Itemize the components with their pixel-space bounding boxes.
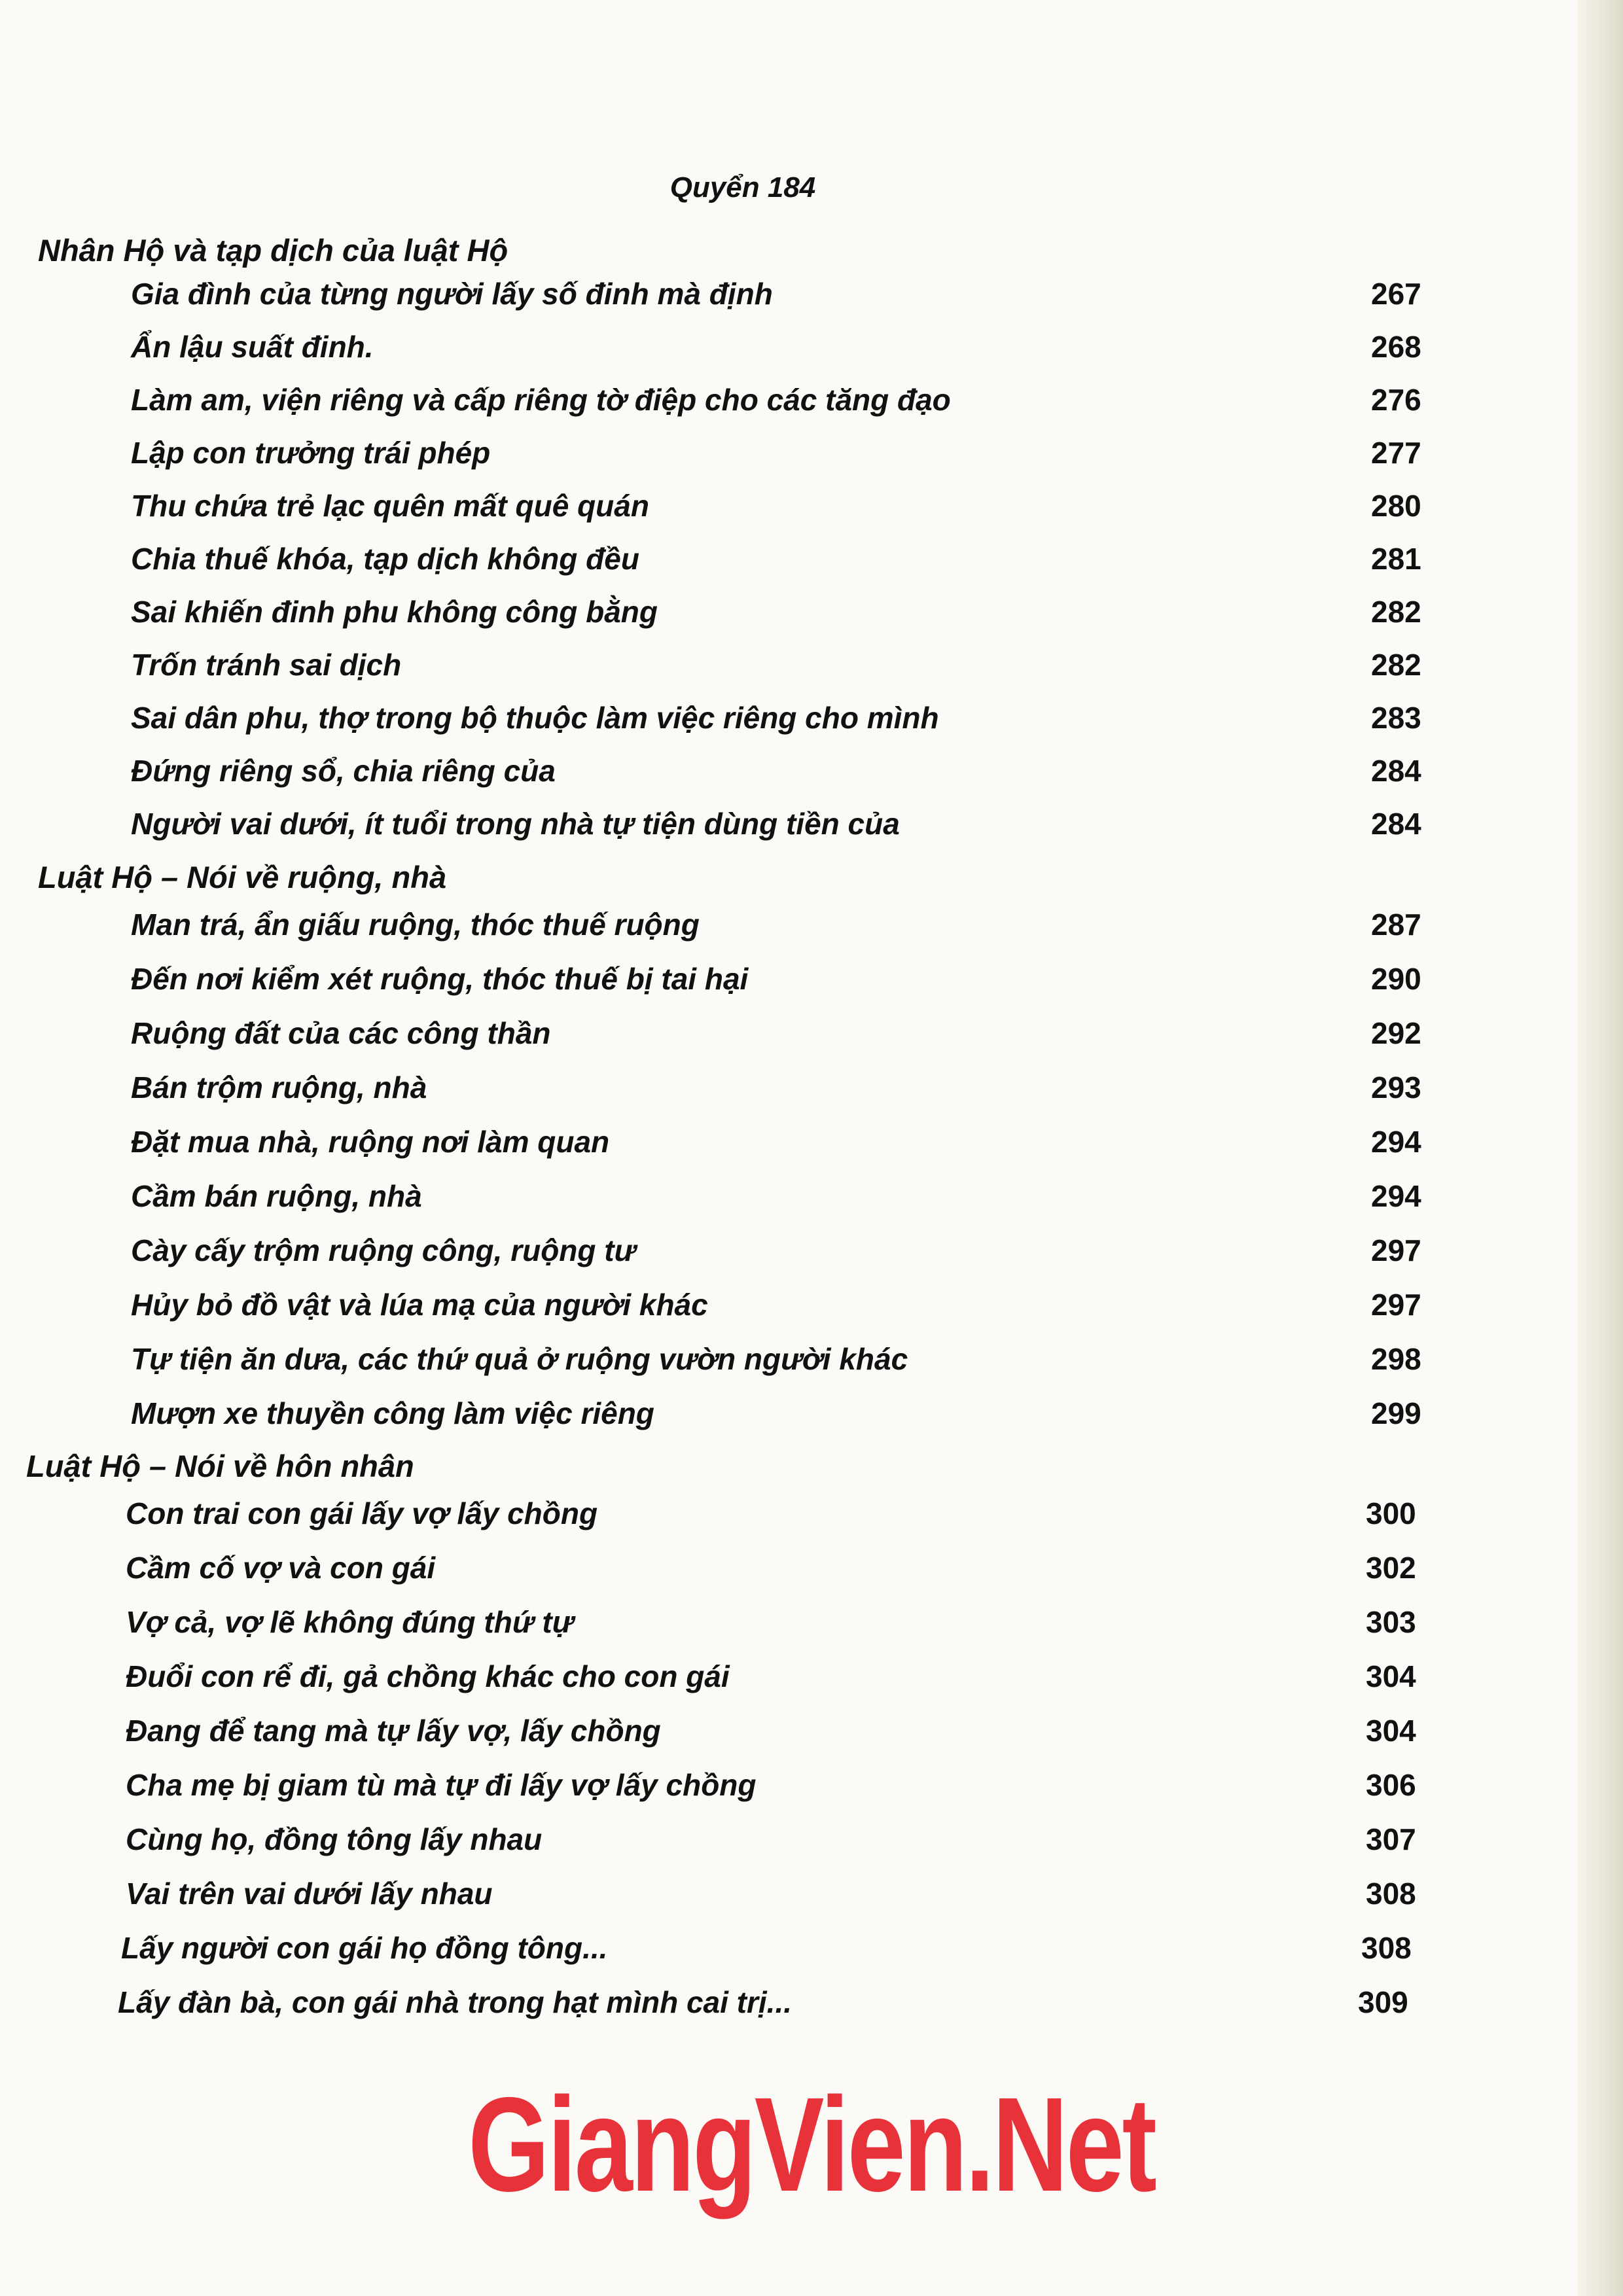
entry-title: Vợ cả, vợ lẽ không đúng thứ tự: [126, 1605, 574, 1639]
toc-entry: [131, 647, 1440, 686]
entry-page: 284: [1371, 754, 1421, 788]
entry-page: 282: [1371, 595, 1421, 629]
entry-page: 306: [1366, 1768, 1416, 1802]
entry-page: 283: [1371, 701, 1421, 735]
toc-entry: [131, 276, 1440, 315]
entry-page: 304: [1366, 1714, 1416, 1748]
entry-title: Đặt mua nhà, ruộng nơi làm quan: [131, 1125, 610, 1159]
section-heading: Nhân Hộ và tạp dịch của luật Hộ: [38, 233, 508, 268]
entry-title: Cày cấy trộm ruộng công, ruộng tư: [131, 1233, 636, 1267]
toc-entry: [131, 1178, 1440, 1218]
toc-entry: [126, 1713, 1435, 1752]
toc-entry: [131, 329, 1440, 368]
entry-page: 302: [1366, 1551, 1416, 1585]
entry-title: Lấy đàn bà, con gái nhà trong hạt mình cai trị...: [118, 1985, 793, 2019]
entry-title: Làm am, viện riêng và cấp riêng tờ điệp cho các tăng đạo: [131, 383, 951, 417]
toc-entry: [131, 488, 1440, 527]
entry-title: Ruộng đất của các công thần: [131, 1016, 551, 1050]
section-heading: Luật Hộ – Nói về ruộng, nhà: [38, 860, 447, 894]
toc-entry: [126, 1767, 1435, 1807]
entry-title: Cùng họ, đồng tông lấy nhau: [126, 1822, 543, 1856]
entry-title: Cha mẹ bị giam tù mà tự đi lấy vợ lấy chồng: [126, 1768, 757, 1802]
entry-page: 290: [1371, 962, 1421, 996]
entry-page: 294: [1371, 1125, 1421, 1159]
entry-title: Gia đình của từng người lấy số đinh mà định: [131, 277, 773, 311]
toc-entry: [131, 700, 1440, 739]
toc-entry: [131, 1016, 1440, 1055]
toc-entry: [131, 382, 1440, 421]
entry-title: Lập con trưởng trái phép: [131, 436, 491, 470]
toc-entry: [131, 1124, 1440, 1163]
entry-page: 299: [1371, 1396, 1421, 1430]
entry-title: Cầm cố vợ và con gái: [126, 1551, 436, 1585]
entry-title: Đang để tang mà tự lấy vợ, lấy chồng: [126, 1714, 661, 1748]
entry-page: 309: [1358, 1985, 1408, 2019]
toc-entry: [131, 1396, 1440, 1435]
toc-entry: [131, 1341, 1440, 1381]
entry-title: Chia thuế khóa, tạp dịch không đều: [131, 542, 639, 576]
entry-page: 276: [1371, 383, 1421, 417]
entry-title: Đến nơi kiểm xét ruộng, thóc thuế bị tai hại: [131, 962, 749, 996]
toc-entry: [126, 1604, 1435, 1644]
entry-page: 277: [1371, 436, 1421, 470]
watermark-logo: GiangVien.Net: [468, 2070, 1155, 2219]
entry-page: 268: [1371, 330, 1421, 364]
toc-entry: [131, 753, 1440, 792]
entry-page: 304: [1366, 1659, 1416, 1693]
toc-entry: [121, 1930, 1430, 1969]
entry-title: Con trai con gái lấy vợ lấy chồng: [126, 1496, 598, 1530]
entry-page: 294: [1371, 1179, 1421, 1213]
entry-page: 280: [1371, 489, 1421, 523]
entry-title: Thu chứa trẻ lạc quên mất quê quán: [131, 489, 649, 523]
entry-page: 287: [1371, 908, 1421, 942]
entry-page: 267: [1371, 277, 1421, 311]
entry-page: 284: [1371, 807, 1421, 841]
entry-title: Cầm bán ruộng, nhà: [131, 1179, 422, 1213]
toc-entry: [126, 1550, 1435, 1589]
entry-title: Sai khiến đinh phu không công bằng: [131, 595, 658, 629]
entry-page: 297: [1371, 1288, 1421, 1322]
entry-page: 307: [1366, 1822, 1416, 1856]
toc-entry: [131, 435, 1440, 474]
toc-entry: [131, 961, 1440, 1000]
toc-entry: [126, 1496, 1435, 1535]
entry-title: Sai dân phu, thợ trong bộ thuộc làm việc riêng cho mình: [131, 701, 939, 735]
toc-entry: [126, 1659, 1435, 1698]
entry-page: 303: [1366, 1605, 1416, 1639]
entry-page: 297: [1371, 1233, 1421, 1267]
toc-entry: [126, 1876, 1435, 1915]
toc-entry: [126, 1822, 1435, 1861]
toc-entry: [131, 1233, 1440, 1272]
toc-entry: [131, 1287, 1440, 1326]
entry-title: Người vai dưới, ít tuổi trong nhà tự tiện dùng tiền của: [131, 807, 900, 841]
section-heading: Luật Hộ – Nói về hôn nhân: [26, 1449, 414, 1483]
entry-title: Tự tiện ăn dưa, các thứ quả ở ruộng vườn người khác: [131, 1342, 908, 1376]
toc-entry: [131, 907, 1440, 946]
entry-title: Lấy người con gái họ đồng tông...: [121, 1931, 608, 1965]
entry-title: Vai trên vai dưới lấy nhau: [126, 1877, 493, 1911]
toc-entry: [131, 806, 1440, 845]
entry-page: 308: [1366, 1877, 1416, 1911]
entry-page: 281: [1371, 542, 1421, 576]
toc-entry: [131, 594, 1440, 633]
entry-page: 293: [1371, 1070, 1421, 1104]
entry-title: Trốn tránh sai dịch: [131, 648, 402, 682]
entry-title: Hủy bỏ đồ vật và lúa mạ của người khác: [131, 1288, 708, 1322]
entry-title: Ẩn lậu suất đinh.: [131, 330, 374, 364]
entry-title: Mượn xe thuyền công làm việc riêng: [131, 1396, 654, 1430]
toc-entry: [118, 1985, 1427, 2024]
toc-entry: [131, 541, 1440, 580]
entry-title: Đứng riêng sổ, chia riêng của: [131, 754, 556, 788]
entry-page: 292: [1371, 1016, 1421, 1050]
entry-page: 300: [1366, 1496, 1416, 1530]
entry-page: 282: [1371, 648, 1421, 682]
entry-page: 298: [1371, 1342, 1421, 1376]
volume-title: Quyển 184: [669, 171, 816, 203]
entry-title: Bán trộm ruộng, nhà: [131, 1070, 427, 1104]
entry-title: Đuổi con rể đi, gả chồng khác cho con gái: [126, 1659, 730, 1693]
toc-entry: [131, 1070, 1440, 1109]
entry-page: 308: [1361, 1931, 1412, 1965]
entry-title: Man trá, ẩn giấu ruộng, thóc thuế ruộng: [131, 908, 700, 942]
